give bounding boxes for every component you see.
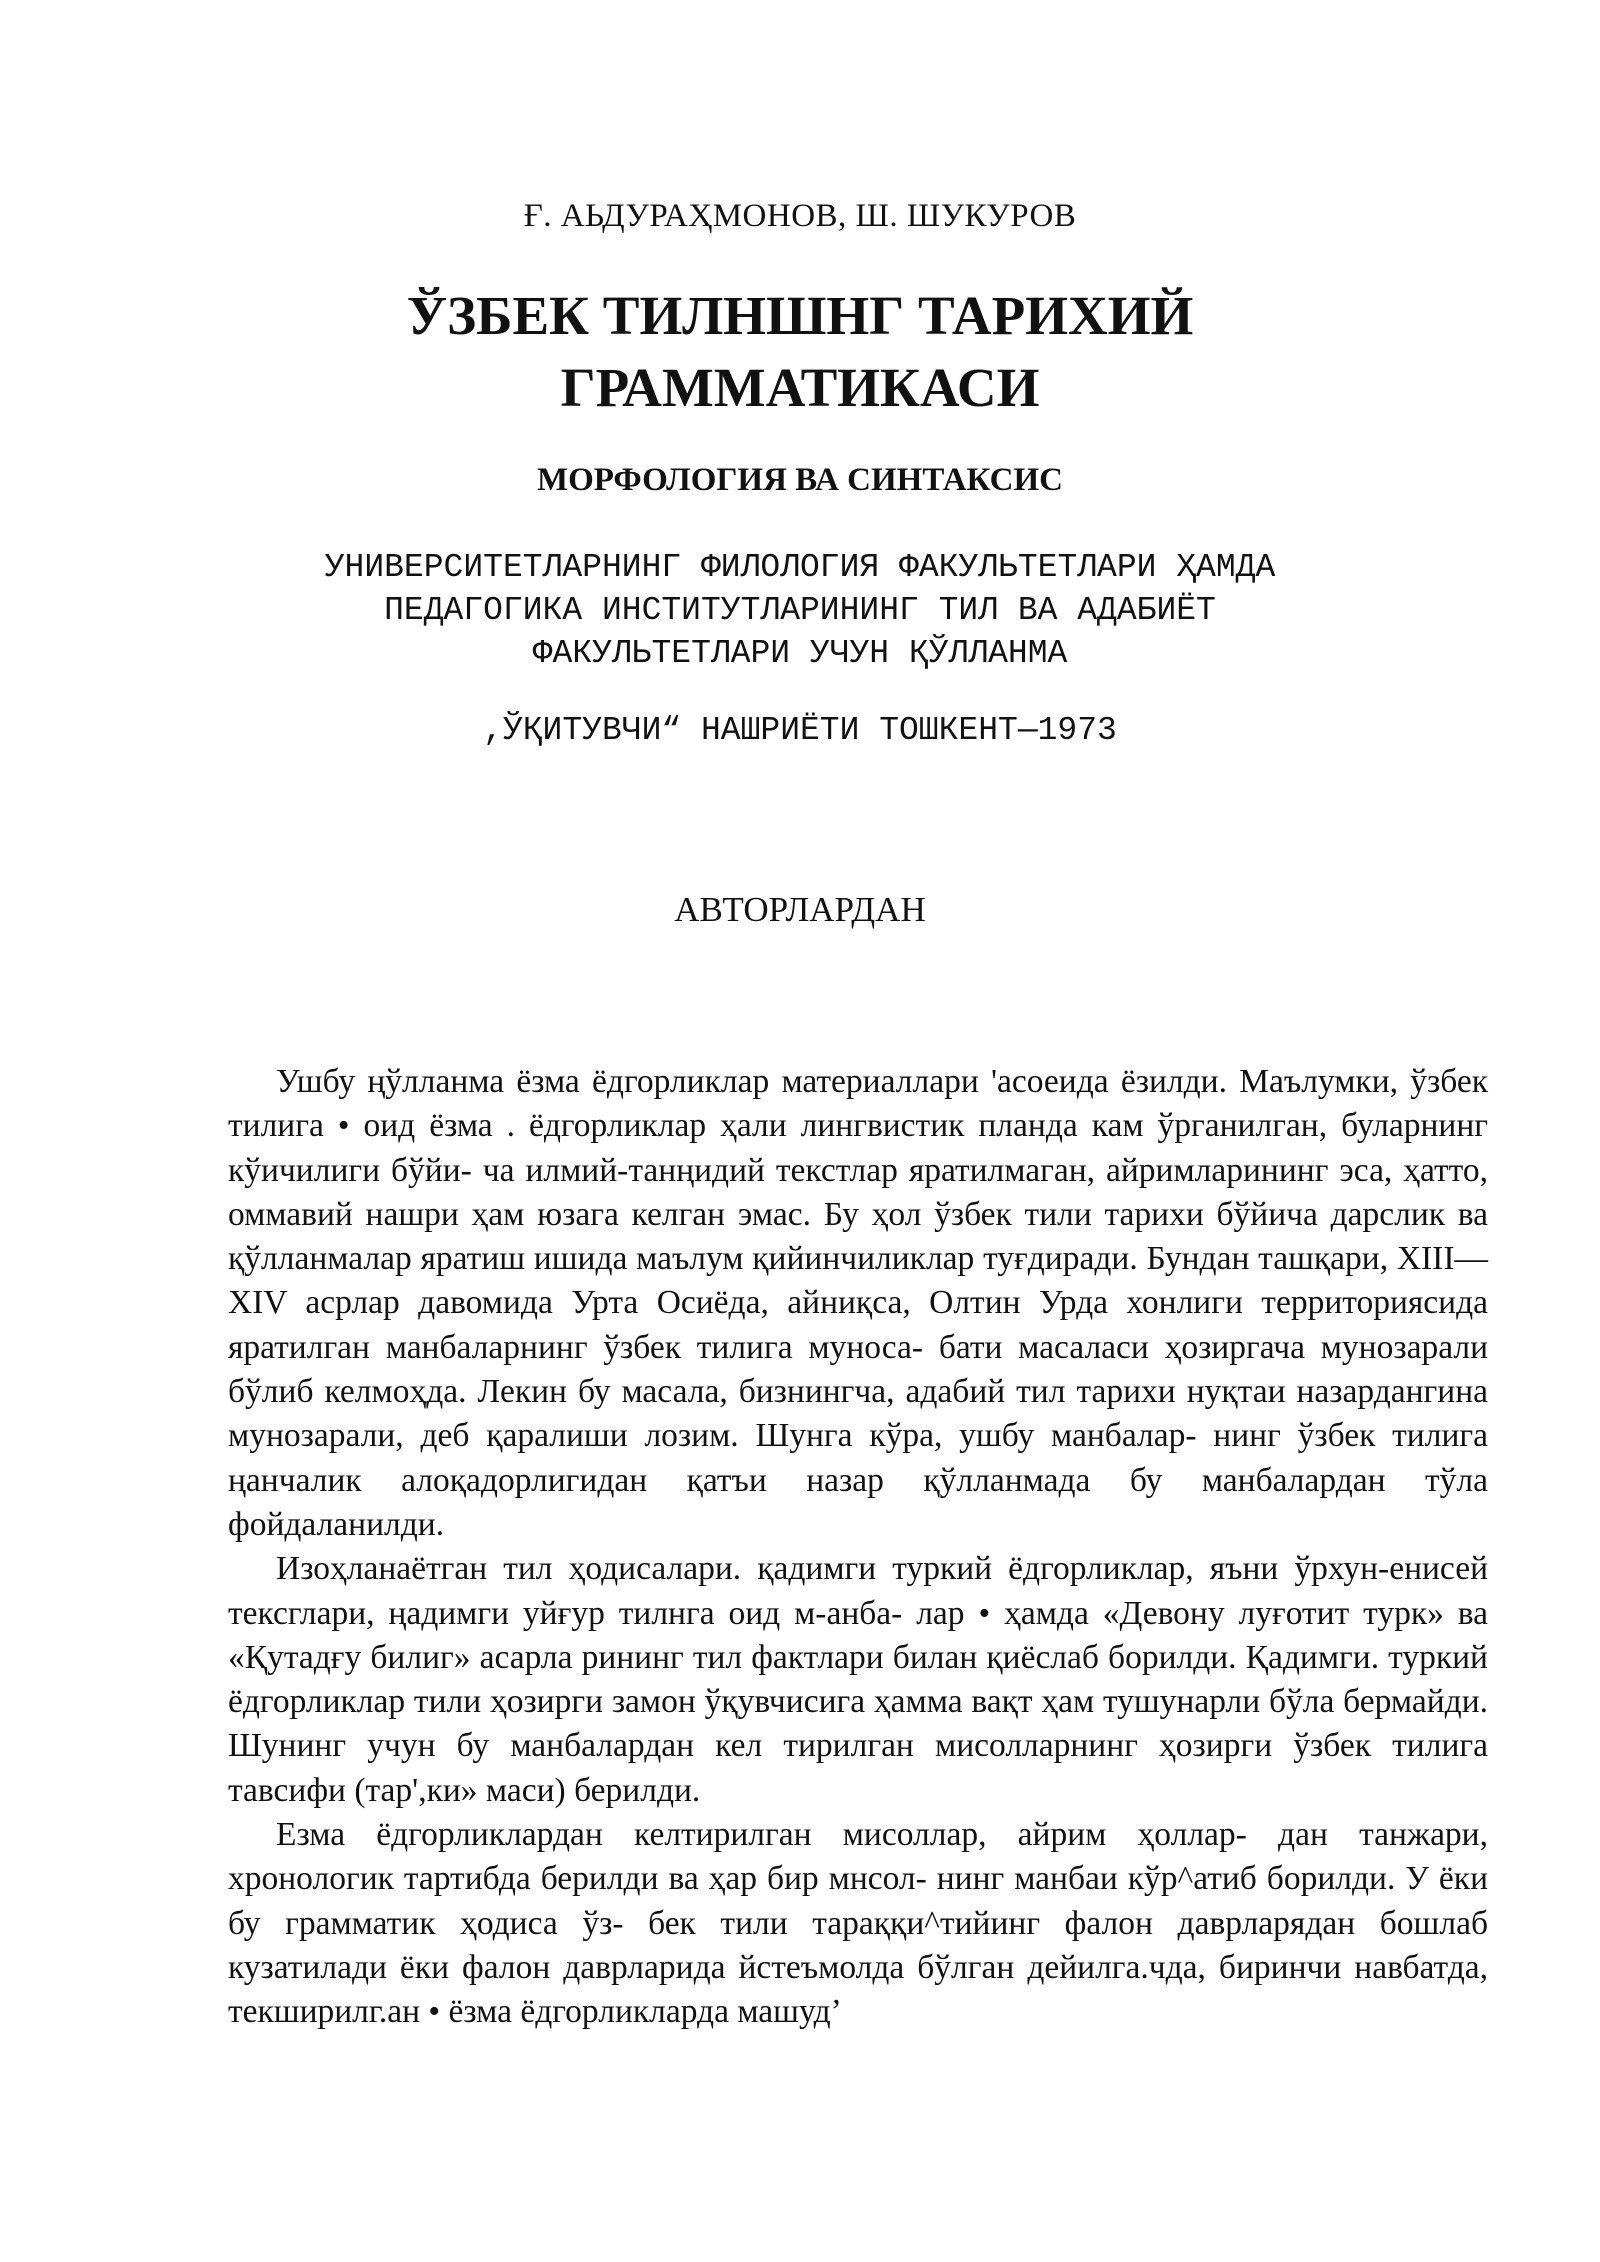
purpose-statement xyxy=(0,546,1600,675)
section-heading: АВТОРЛАРДАН xyxy=(674,890,926,929)
authors-line: Ғ. АЬДУРАҲМОНОВ, Ш. ШУКУРОВ xyxy=(523,198,1077,234)
purpose-line-1: УНИВЕРСИТЕТЛАРНИНГ ФИЛОЛОГИЯ ФАКУЛЬТЕТЛАРИ ҲАМДА xyxy=(324,549,1276,586)
purpose-line-2: ПЕДАГОГИКА ИНСТИТУТЛАРИНИНГ ТИЛ ВА АДАБИЁТ xyxy=(384,592,1216,629)
book-subtitle: МОРФОЛОГИЯ ВА СИНТАКСИС xyxy=(536,462,1063,498)
body-text xyxy=(228,1060,1488,2035)
publisher-line: ,ЎҚИТУВЧИ“ НАШРИЁТИ ТОШКЕНТ—1973 xyxy=(483,712,1117,749)
purpose-line-3: ФАКУЛЬТЕТЛАРИ УЧУН ҚЎЛЛАНМА xyxy=(532,635,1068,672)
paragraph-2: Изоҳланаётган тил ҳодисалари. қадимги туркий ёдгорликлар, яъни ўрхун-енисей тексглари, ңадимги уйғур тилнга оид м-анба- лар • ҳамда «Девону луғотит турк» ва «Қутадғу билиг» асарла рининг тил фактлари билан қиёслаб борилди. Қадимги. туркий ёдгорликлар тили ҳозирги замон ўқувчисига ҳамма вақт ҳам тушунарли бўла бермайди. Шунинг учун бу манбалардан кел тирилган мисолларнинг ҳозирги ўзбек тилига тавсифи (тар',ки» маси) берилди. xyxy=(228,1550,1488,1809)
paragraph-3: Езма ёдгорликлардан келтирилган мисоллар, айрим ҳоллар- дан танжари, хронологик тартибда берилди ва ҳар бир мнсол- нинг манбаи кўр^атиб борилди. У ёки бу грамматик ҳодиса ўз- бек тили тараққи^тийинг фалон даврларядан бошлаб кузатилади ёки фалон даврларида йстеъмолда бўлган дейилга.чда, биринчи навбатда, текширилг.ан • ёзма ёдгорликларда машуд’ xyxy=(228,1816,1488,2031)
book-title-line-1: ЎЗБЕК ТИЛНШНГ ТАРИХИЙ xyxy=(406,285,1194,346)
paragraph-1: Ушбу ңўлланма ёзма ёдгорликлар материаллари 'асоеида ёзилди. Маълумки, ўзбек тилига • оид ёзма . ёдгорликлар ҳали лингвистик планда кам ўрганилган, буларнинг кўичилиги бўйи- ча илмий-танңидий текстлар яратилмаган, айримларининг эса, ҳатто, оммавий нашри ҳам юзага келган эмас. Бу ҳол ўзбек тили тарихи бўйича дарслик ва қўлланмалар яратиш ишида маълум қийинчиликлар туғдиради. Бундан ташқари, XIII—XIV асрлар давомида Урта Осиёда, айниқса, Олтин Урда хонлиги территориясида яратилган манбаларнинг ўзбек тилига муноса- бати масаласи ҳозиргача мунозарали бўлиб келмоҳда. Лекин бу масала, бизнингча, адабий тил тарихи нуқтаи назардангина мунозарали, деб қаралиши лозим. Шунга кўра, ушбу манбалар- нинг ўзбек тилига ңанчалик алоқадорлигидан қатъи назар қўлланмада бу манбалардан тўла фойдаланилди. xyxy=(228,1063,1488,1543)
book-title xyxy=(0,280,1600,424)
book-title-line-2: ГРАММАТИКАСИ xyxy=(560,357,1040,418)
